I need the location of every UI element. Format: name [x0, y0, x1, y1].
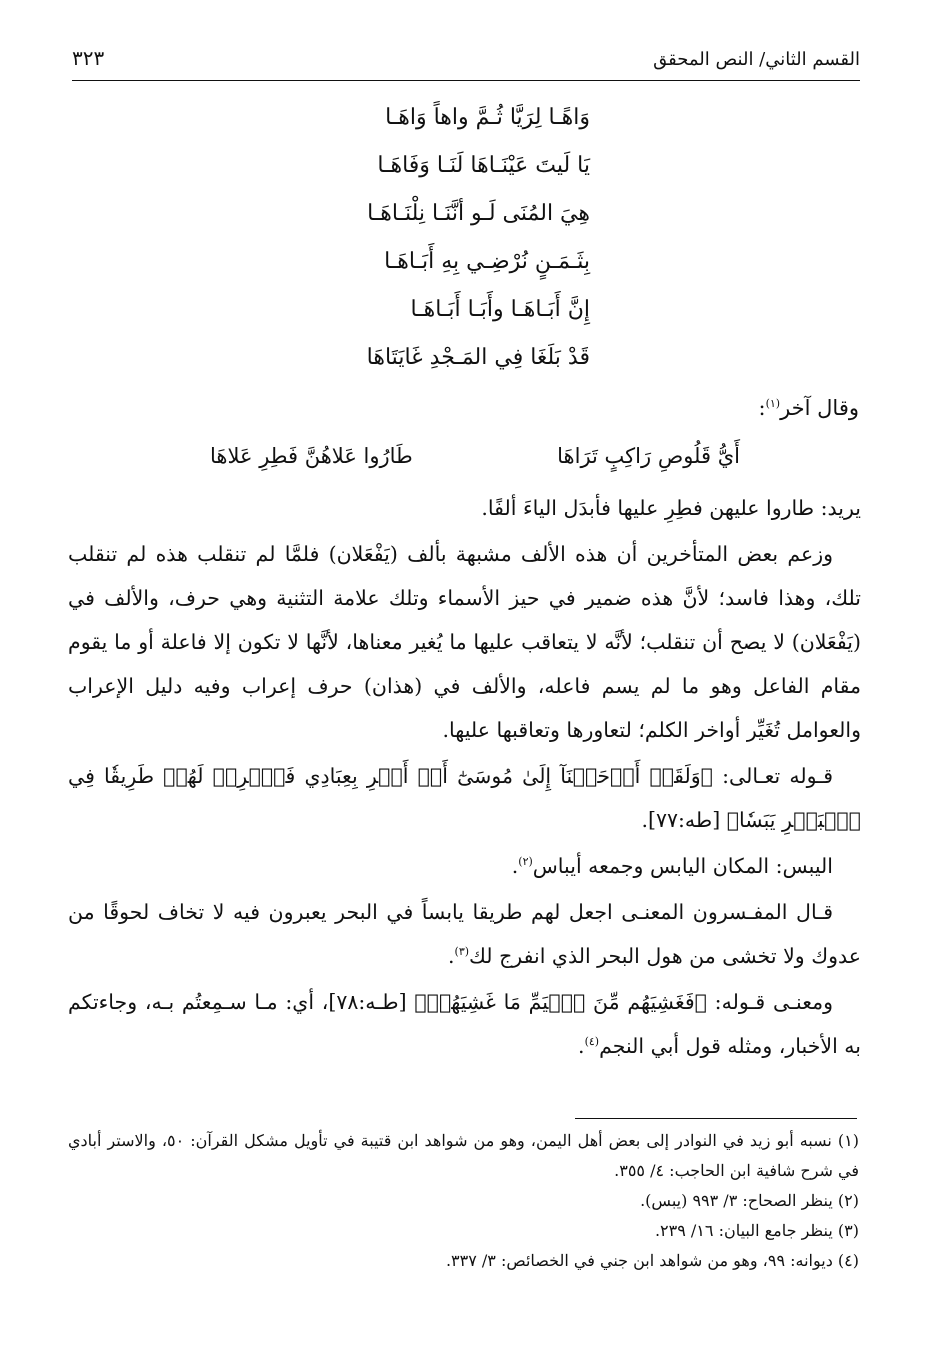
- paragraph: [68, 532, 861, 752]
- poem-verses: [330, 96, 590, 384]
- footnotes: [68, 1126, 859, 1276]
- footnote: (٢) ينظر الصحاح: ٣/ ٩٩٣ (يبس).: [640, 1191, 859, 1210]
- paragraph-text: اليبس: المكان اليابس وجمعه أيباس: [532, 854, 833, 878]
- footnote-ref: (١): [765, 397, 781, 410]
- paragraph-text: وزعم بعض المتأخرين أن هذه الألف مشبهة بألف (يَفْعَلان) فلمَّا لم تنقلب هذه لم تنقلب تلك، وهذا فاسد؛ لأنَّ هذه ضمير في حيز الأسماء وتلك علامة التثنية وهي حرف، والألف في (يَفْعَلان) لا يصح أن تنقلب؛ لأنَّه لا يتعاقب عليها ما يُغير معناها، لأنَّها لا تكون إلا فاعلة أو ما يقوم مقام الفاعل وهو ما لم يسم فاعله، والألف في (هذان) حرف إعراب وفيه دليل الإعراب والعوامل تُغَيِّر أواخر الكلم؛ لتعاورها وتعاقبها عليها.: [68, 542, 861, 742]
- verse-line: هِيَ المُنَى لَـو أنَّنَـا نِلْنَـاهَـا: [367, 201, 590, 226]
- quran-verse: ﴿وَلَقَدۡ أَوۡحَيۡنَآ إِلَىٰ مُوسَىٰٓ أَنۡ أَسۡرِ بِعِبَادِي فَٱضۡرِبۡ لَهُمۡ طَرِيقٗا فِي ٱلۡبَحۡرِ يَبَسٗا﴾: [68, 764, 861, 832]
- footnote: (٤) ديوانه: ٩٩، وهو من شواهد ابن جني في الخصائص: ٣/ ٣٣٧.: [445, 1251, 859, 1270]
- verse-line: بِثَـمَـنٍ نُرْضِـي بِهِ أَبَـاهَـا: [384, 249, 590, 274]
- paragraph: [68, 890, 861, 978]
- couplet-second-hemistich: طَارُوا عَلاهُنَّ فَطِرِ عَلاهَا: [210, 444, 413, 468]
- paragraph-text: [طـه:٧٨]، أي: مـا سـمِعتُم بـه، وجاءتكم به الأخبار، ومثله قول أبي النجم: [68, 990, 861, 1058]
- header-title: القسم الثاني/ النص المحقق: [653, 49, 860, 70]
- paragraph-text: .: [578, 1034, 585, 1058]
- footnote: (٣) ينظر جامع البيان: ١٦/ ٢٣٩.: [654, 1221, 859, 1240]
- couplet-first-hemistich: أَيُّ قَلُوصِ رَاكِبٍ تَرَاهَا: [557, 444, 740, 468]
- paragraph: [68, 980, 861, 1068]
- page-number: ٣٢٣: [72, 46, 105, 70]
- paragraph: [68, 844, 861, 888]
- paragraph-text: ومعنـى قـوله:: [706, 990, 833, 1014]
- verse-line: قَدْ بَلَغَا فِي المَـجْدِ غَايَتَاهَا: [366, 345, 590, 370]
- paragraph: [68, 754, 861, 842]
- verse-line: إِنَّ أَبَـاهَـا وأَبَـا أَبَـاهَـا: [410, 297, 590, 322]
- footnote-separator: [575, 1118, 857, 1119]
- paragraph-text: .: [447, 944, 455, 968]
- intro-colon: :: [758, 396, 766, 420]
- quran-verse: ﴿فَغَشِيَهُم مِّنَ ٱلۡيَمِّ مَا غَشِيَهُمۡ﴾: [414, 990, 707, 1014]
- poem-intro: [758, 388, 859, 428]
- footnote: (١) نسبه أبو زيد في النوادر إلى بعض أهل اليمن، وهو من شواهد ابن قتيبة في تأويل مشكل القرآن: ٥٠، والاستر أبادي في شرح شافية ابن الحاجب: ٤/ ٣٥٥.: [68, 1131, 859, 1180]
- page-header: [72, 40, 860, 81]
- paragraph: [68, 486, 861, 530]
- verse-line: يَا لَيتَ عَيْنَـاهَا لَنَـا وَفَاهَـا: [377, 153, 590, 178]
- verse-line: وَاهًـا لِرَيَّا ثُـمَّ واهاً وَاهَـا: [385, 105, 590, 130]
- verse-citation: [طه:٧٧].: [641, 808, 727, 832]
- paragraph-text: يريد: طاروا عليهن فطِرِ عليها فأبدَل الياءَ ألفًا.: [481, 496, 861, 520]
- footnote-ref: (٤): [584, 1035, 600, 1049]
- intro-text: وقال آخر: [780, 396, 859, 420]
- couplet: [210, 434, 740, 478]
- paragraph-text: قـوله تعـالى:: [712, 764, 833, 788]
- footnote-ref: (٣): [454, 945, 470, 959]
- paragraph-text: قـال المفـسرون المعنـى اجعل لهم طريقا يابساً في البحر يعبرون فيه لا تخاف لحوقًا من عدوك ولا تخشى من هول البحر الذي انفرج لك: [68, 900, 861, 968]
- footnote-ref: (٢): [518, 855, 533, 869]
- body-text: [68, 486, 861, 1070]
- paragraph-text: .: [511, 854, 519, 878]
